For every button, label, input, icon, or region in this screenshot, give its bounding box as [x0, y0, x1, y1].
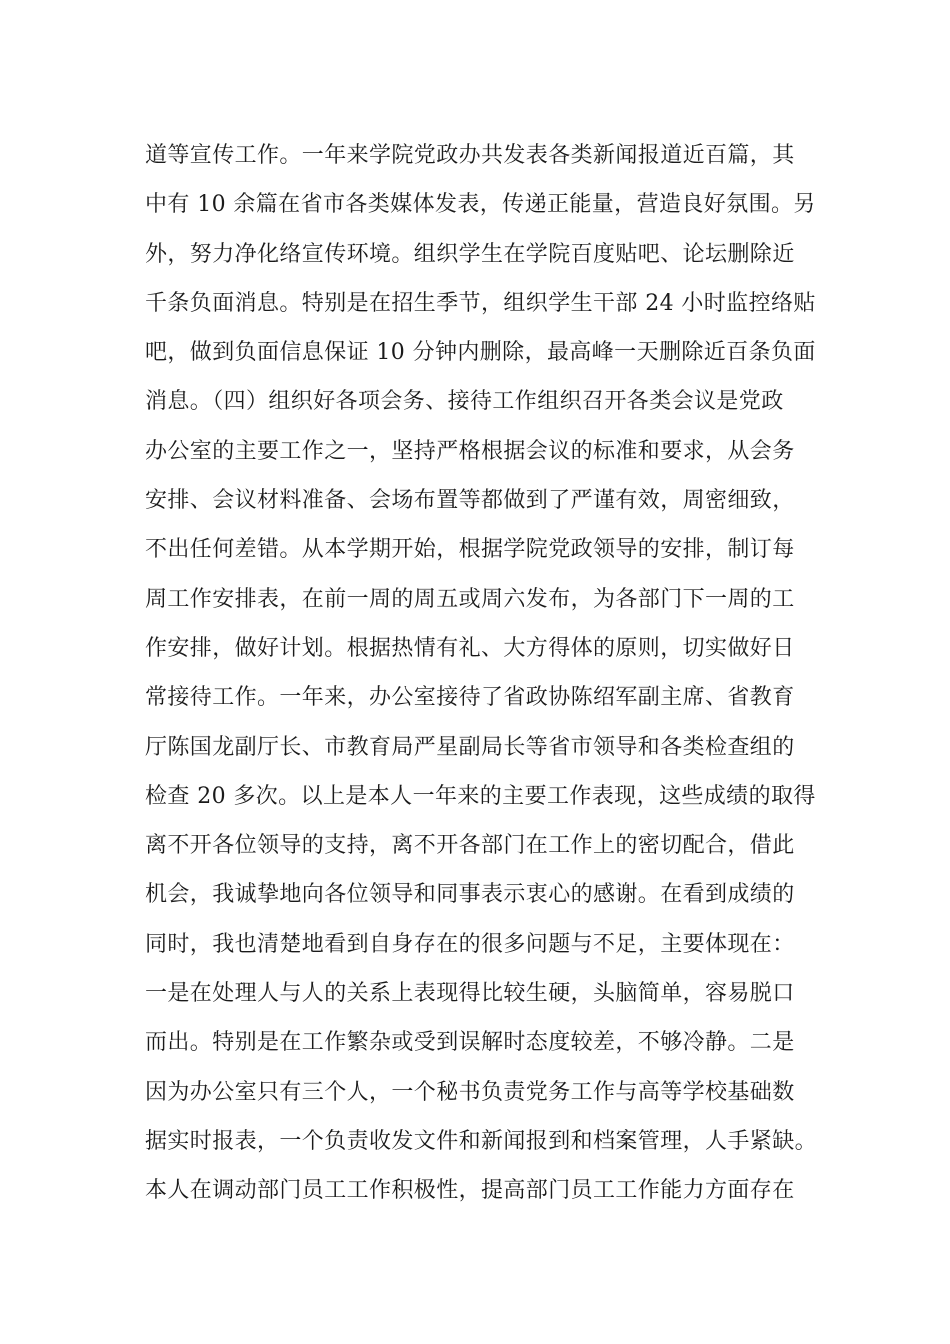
text-line: 本人在调动部门员工工作积极性，提高部门员工工作能力方面存在 [145, 1178, 795, 1204]
text-line: 因为办公室只有三个人，一个秘书负责党务工作与高等学校基础数 [145, 1079, 795, 1105]
text-line: 机会，我诚挚地向各位领导和同事表示衷心的感谢。在看到成绩的 [145, 882, 795, 908]
text-line: 而出。特别是在工作繁杂或受到误解时态度较差，不够冷静。二是 [145, 1030, 795, 1056]
body-text [145, 131, 845, 1216]
text-line: 消息。（四）组织好各项会务、接待工作组织召开各类会议是党政 [145, 389, 784, 415]
text-line: 检查 20 多次。以上是本人一年来的主要工作表现，这些成绩的取得 [145, 783, 816, 809]
text-line: 外，努力净化络宣传环境。组织学生在学院百度贴吧、论坛删除近 [145, 241, 795, 267]
text-line: 据实时报表，一个负责收发文件和新闻报到和档案管理，人手紧缺。 [145, 1128, 818, 1154]
text-line: 周工作安排表，在前一周的周五或周六发布，为各部门下一周的工 [145, 586, 795, 612]
text-line: 安排、会议材料准备、会场布置等都做到了严谨有效，周密细致， [145, 488, 795, 514]
text-line: 吧，做到负面信息保证 10 分钟内删除，最高峰一天删除近百条负面 [145, 340, 816, 366]
text-line: 厅陈国龙副厅长、市教育局严星副局长等省市领导和各类检查组的 [145, 734, 795, 760]
text-line: 常接待工作。一年来，办公室接待了省政协陈绍军副主席、省教育 [145, 685, 795, 711]
text-line: 作安排，做好计划。根据热情有礼、大方得体的原则，切实做好日 [145, 635, 795, 661]
text-line: 办公室的主要工作之一，坚持严格根据会议的标准和要求，从会务 [145, 438, 795, 464]
text-line: 千条负面消息。特别是在招生季节，组织学生干部 24 小时监控络贴 [145, 290, 816, 316]
text-line: 道等宣传工作。一年来学院党政办共发表各类新闻报道近百篇，其 [145, 143, 795, 168]
text-line: 同时，我也清楚地看到自身存在的很多问题与不足，主要体现在： [145, 931, 795, 957]
text-line: 一是在处理人与人的关系上表现得比较生硬，头脑简单，容易脱口 [145, 981, 795, 1007]
text-line: 中有 10 余篇在省市各类媒体发表，传递正能量，营造良好氛围。另 [145, 192, 816, 218]
text-line: 离不开各位领导的支持，离不开各部门在工作上的密切配合，借此 [145, 833, 795, 859]
text-line: 不出任何差错。从本学期开始，根据学院党政领导的安排，制订每 [145, 537, 795, 563]
